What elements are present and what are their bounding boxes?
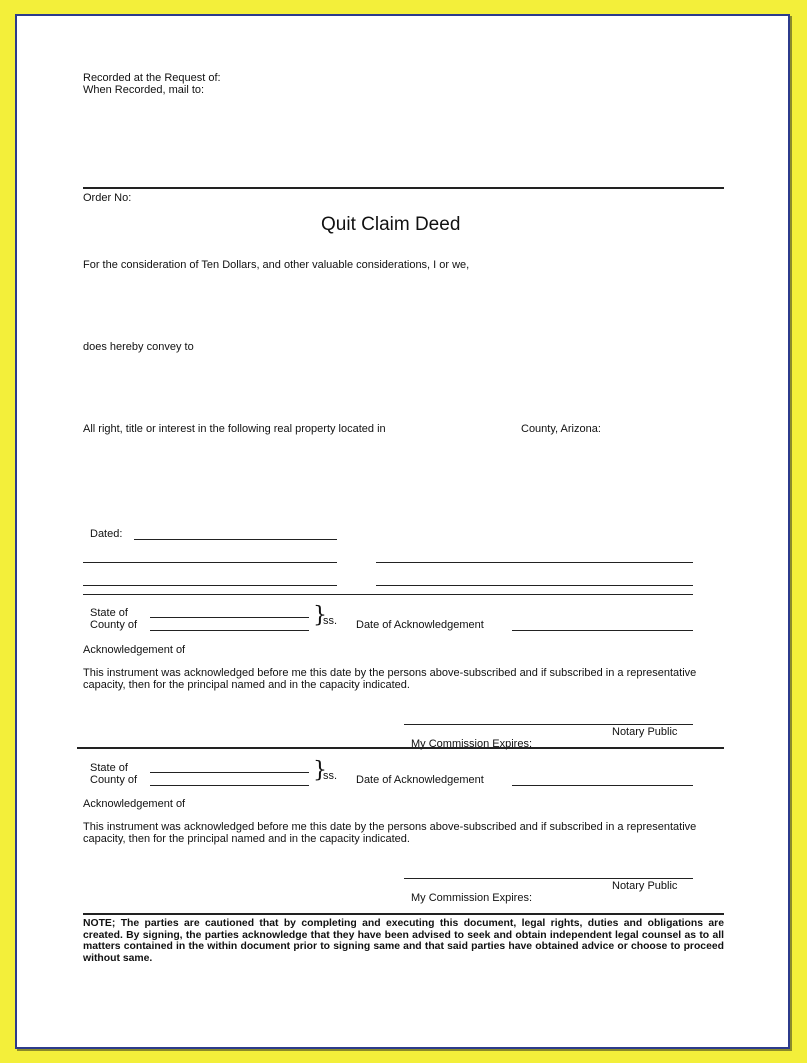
county-field-line[interactable] <box>150 785 309 786</box>
date-of-ack-label: Date of Acknowledgement <box>356 619 484 631</box>
consideration-text: For the consideration of Ten Dollars, and other valuable considerations, I or we, <box>83 259 470 271</box>
dated-line[interactable] <box>134 539 337 540</box>
property-text: All right, title or interest in the following real property located in <box>83 423 386 435</box>
state-field-line[interactable] <box>150 772 309 773</box>
county-of-label: County of <box>90 774 138 786</box>
state-of-label: State of <box>90 762 128 774</box>
date-of-ack-label: Date of Acknowledgement <box>356 774 484 786</box>
county-of-label: County of <box>90 619 138 631</box>
county-arizona-label: County, Arizona: <box>521 423 601 435</box>
brace-symbol: } <box>313 758 327 783</box>
dated-label: Dated: <box>90 528 123 540</box>
ack-statement: This instrument was acknowledged before me this date by the persons above-subscribed and if subscribed in a representative capacity, then for the principal named and in the capacity indicated. <box>83 821 697 845</box>
commission-expires-label: My Commission Expires: <box>411 892 533 904</box>
legal-note: NOTE; The parties are cautioned that by completing and executing this document, legal rights, duties and obligations are created. By signing, the parties acknowledge that they have been advised to seek and obtain independent legal counsel as to all matters contained in the within document prior to signing same and that said parties have obtained advice or choose to proceed without same. <box>83 918 724 964</box>
date-of-ack-line[interactable] <box>512 785 693 786</box>
ack-of-label: Acknowledgement of <box>83 644 186 656</box>
brace-symbol: } <box>313 603 327 628</box>
recorded-request-label: Recorded at the Request of: <box>83 72 221 84</box>
county-field-line[interactable] <box>150 630 309 631</box>
ack-statement: This instrument was acknowledged before me this date by the persons above-subscribed and if subscribed in a representative capacity, then for the principal named and in the capacity indicated. <box>83 667 697 691</box>
date-of-ack-line[interactable] <box>512 630 693 631</box>
order-no-label: Order No: <box>83 192 132 204</box>
ss-label: ss. <box>323 770 338 782</box>
section-divider <box>77 747 724 749</box>
notary-public-label: Notary Public <box>612 726 678 738</box>
signature-line[interactable] <box>376 585 693 586</box>
header-divider <box>83 187 724 189</box>
notary-signature-line[interactable] <box>404 878 693 879</box>
signature-line[interactable] <box>376 562 693 563</box>
ss-label: ss. <box>323 615 338 627</box>
when-recorded-label: When Recorded, mail to: <box>83 84 205 96</box>
signature-line[interactable] <box>83 585 337 586</box>
section-divider <box>83 913 724 915</box>
signature-line[interactable] <box>83 562 337 563</box>
commission-expires-label: My Commission Expires: <box>411 738 533 750</box>
state-field-line[interactable] <box>150 617 309 618</box>
convey-text: does hereby convey to <box>83 341 194 353</box>
notary-signature-line[interactable] <box>404 724 693 725</box>
page-title: Quit Claim Deed <box>321 214 461 235</box>
notary-public-label: Notary Public <box>612 880 678 892</box>
state-of-label: State of <box>90 607 128 619</box>
ack-of-label: Acknowledgement of <box>83 798 186 810</box>
document-page <box>15 14 790 1049</box>
section-divider <box>83 594 693 595</box>
